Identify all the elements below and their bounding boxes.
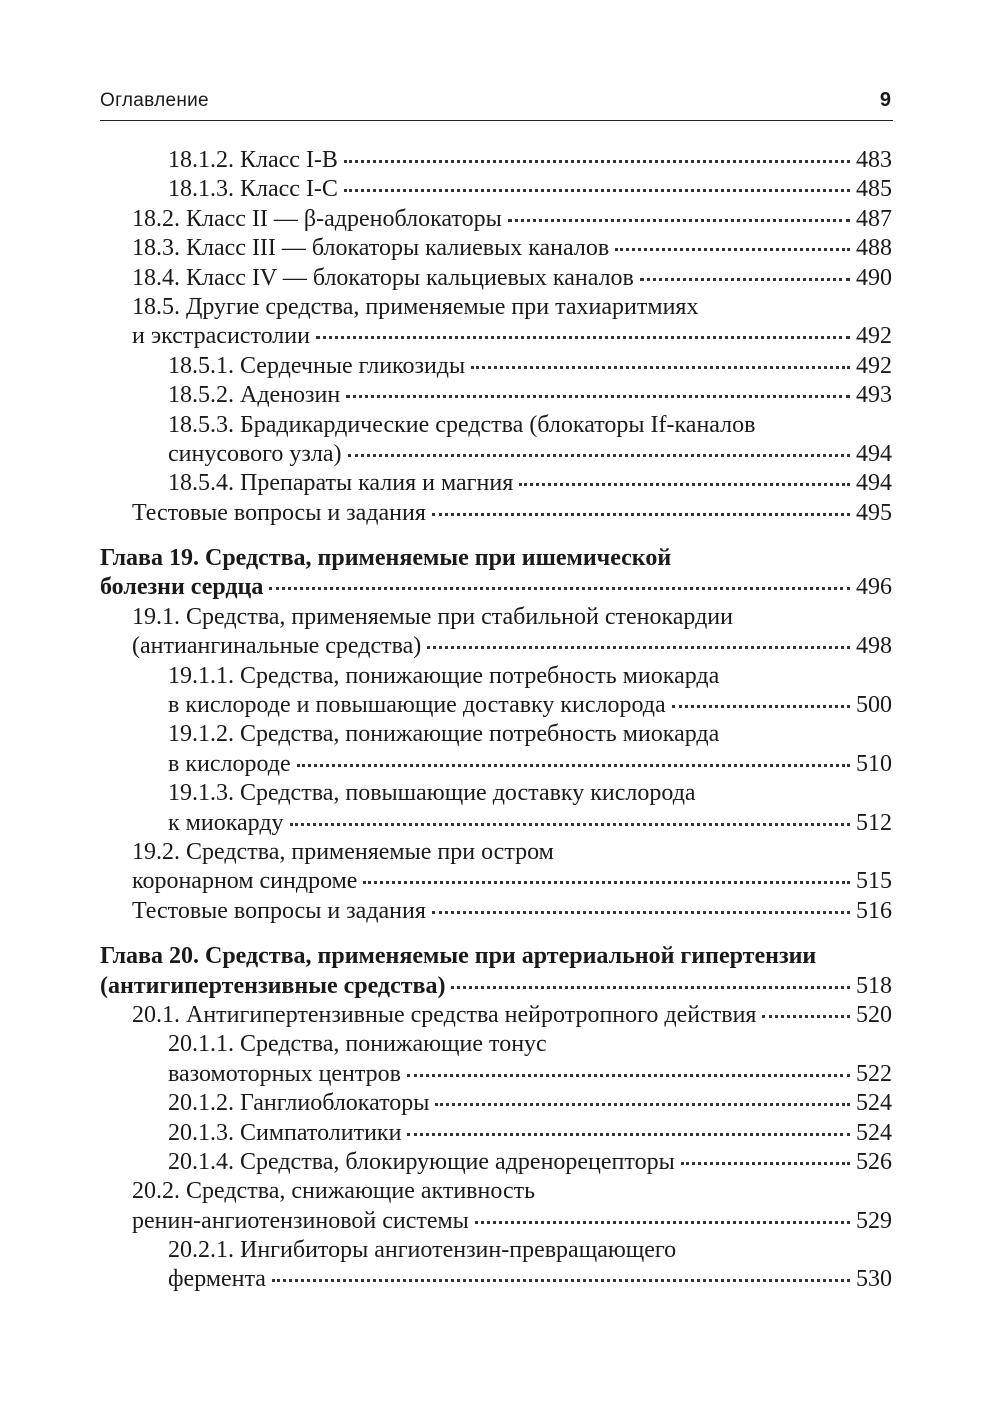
toc-entry-line[interactable]: 18.5.3. Брадикардические средства (блокаторы If-каналов xyxy=(168,411,756,438)
toc-entry-line[interactable]: 19.1. Средства, применяемые при стабильной стенокардии xyxy=(132,603,733,630)
toc-entry[interactable]: ренин-ангиотензиновой системы 529 xyxy=(132,1207,892,1234)
toc-entry[interactable]: 18.2. Класс II — β-адреноблокаторы 487 xyxy=(132,205,892,232)
toc-entry[interactable]: в кислороде и повышающие доставку кислорода 500 xyxy=(168,692,892,719)
toc-entry-line[interactable]: 20.2. Средства, снижающие активность xyxy=(132,1178,536,1205)
toc-entry[interactable]: 18.3. Класс III — блокаторы калиевых каналов 488 xyxy=(132,235,892,262)
toc-entry[interactable]: Тестовые вопросы и задания 516 xyxy=(132,897,892,924)
toc-entry[interactable]: 18.1.3. Класс I-C 485 xyxy=(168,176,892,203)
toc-entry[interactable]: вазомоторных центров 522 xyxy=(168,1060,892,1087)
toc-entry-line[interactable]: 20.2.1. Ингибиторы ангиотензин-превращающего xyxy=(168,1237,677,1264)
toc-entry[interactable]: коронарном синдроме 515 xyxy=(132,868,892,895)
toc-entry[interactable]: Тестовые вопросы и задания 495 xyxy=(132,499,892,526)
toc-entry[interactable]: 18.4. Класс IV — блокаторы кальциевых каналов 490 xyxy=(132,264,892,291)
toc-entry[interactable]: (антиангинальные средства) 498 xyxy=(132,633,892,660)
toc-entry[interactable]: 18.5.4. Препараты калия и магния 494 xyxy=(168,470,892,497)
toc-chapter-line[interactable]: Глава 19. Средства, применяемые при ишемической xyxy=(100,545,672,572)
toc-entry[interactable]: в кислороде 510 xyxy=(168,750,892,777)
toc-entry-line[interactable]: 19.1.3. Средства, повышающие доставку кислорода xyxy=(168,780,696,807)
toc-entry-line[interactable]: 19.2. Средства, применяемые при остром xyxy=(132,838,554,865)
toc-entry[interactable]: 20.1.4. Средства, блокирующие адренорецепторы 526 xyxy=(168,1148,892,1175)
toc-entry[interactable]: синусового узла) 494 xyxy=(168,440,892,467)
table-of-contents xyxy=(100,146,892,1295)
toc-entry-line[interactable]: 19.1.2. Средства, понижающие потребность миокарда xyxy=(168,721,720,748)
toc-entry[interactable]: 18.5.2. Аденозин 493 xyxy=(168,382,892,409)
toc-entry-line[interactable]: 20.1.1. Средства, понижающие тонус xyxy=(168,1031,547,1058)
toc-entry-line[interactable]: 19.1.1. Средства, понижающие потребность миокарда xyxy=(168,662,720,689)
toc-entry[interactable]: и экстрасистолии 492 xyxy=(132,323,892,350)
toc-entry[interactable]: 20.1. Антигипертензивные средства нейротропного действия 520 xyxy=(132,1001,892,1028)
toc-entry-line[interactable]: 18.5. Другие средства, применяемые при тахиаритмиях xyxy=(132,293,699,320)
toc-entry[interactable]: 20.1.3. Симпатолитики 524 xyxy=(168,1119,892,1146)
header-page-number: 9 xyxy=(879,89,891,111)
toc-chapter[interactable]: (антигипертензивные средства) 518 xyxy=(100,972,892,999)
toc-entry[interactable]: 18.1.2. Класс I-B 483 xyxy=(168,147,892,173)
toc-chapter-line[interactable]: Глава 20. Средства, применяемые при артериальной гипертензии xyxy=(100,943,817,970)
running-header xyxy=(100,90,893,121)
toc-entry[interactable]: 18.5.1. Сердечные гликозиды 492 xyxy=(168,352,892,379)
toc-entry[interactable]: фермента 530 xyxy=(168,1266,892,1293)
header-title: Оглавление xyxy=(100,90,209,111)
toc-entry[interactable]: к миокарду 512 xyxy=(168,809,892,836)
toc-chapter[interactable]: болезни сердца 496 xyxy=(100,574,892,601)
toc-entry[interactable]: 20.1.2. Ганглиоблокаторы 524 xyxy=(168,1090,892,1117)
